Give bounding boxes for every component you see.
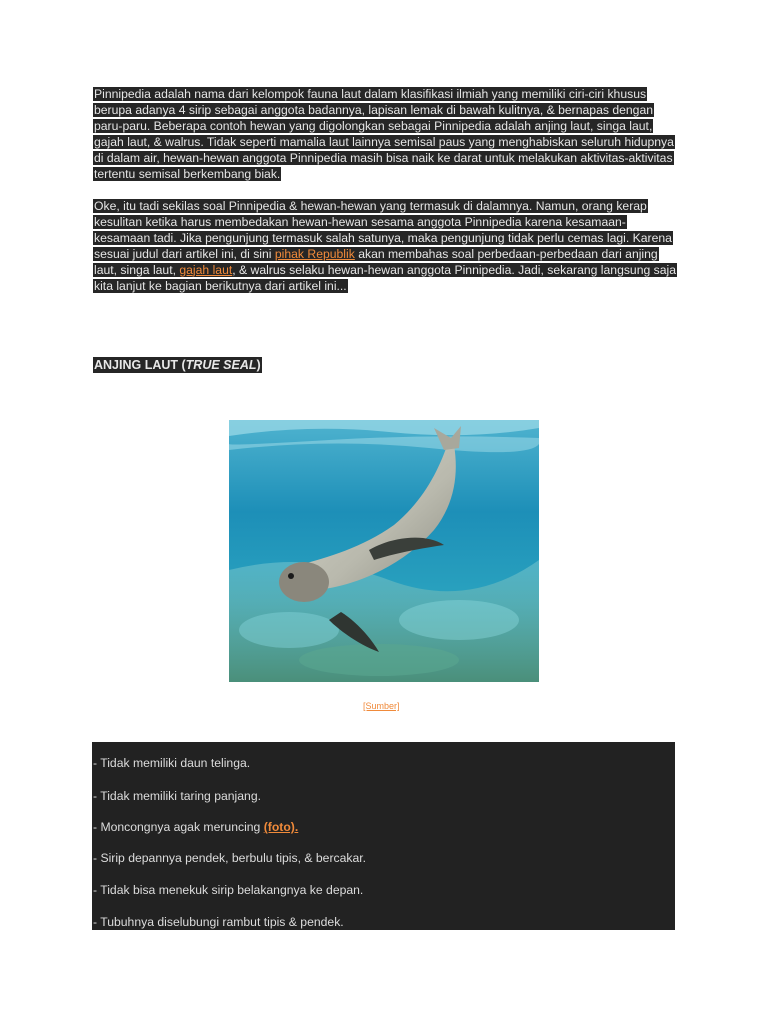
- intro-paragraph-2-text-a: Oke, itu tadi sekilas soal Pinnipedia & hewan-hewan yang termasuk di dalamnya. Namun, orang kerap kesulitan ketika harus membedakan hewan-hewan sesama anggota Pinnipedia karena kesamaan-kesamaan tadi. Jika pengunjung termasuk salah satunya, maka pengunjung tidak perlu cemas lagi. Karena sesuai judul dari artikel ini, di sini: [94, 199, 672, 261]
- feature-item: - Tidak memiliki daun telinga.: [93, 756, 251, 770]
- heading-italic-text: TRUE SEAL: [185, 358, 257, 372]
- intro-paragraph-1-text: Pinnipedia adalah nama dari kelompok fauna laut dalam klasifikasi ilmiah yang memiliki ciri-ciri khusus berupa adanya 4 sirip sebagai anggota badannya, lapisan lemak di bawah kulitnya, & bernapas dengan paru-paru. Beberapa contoh hewan yang digolongkan sebagai Pinnipedia adalah anjing laut, singa laut, gajah laut, & walrus. Tidak seperti mamalia laut lainnya semisal paus yang menghabiskan seluruh hidupnya di dalam air, hewan-hewan anggota Pinnipedia masih bisa naik ke darat untuk melakukan aktivitas-aktivitas tertentu semisal berkembang biak.: [94, 87, 674, 181]
- seal-photo: [229, 420, 539, 682]
- intro-paragraph-2: [93, 199, 678, 294]
- link-pihak-republik[interactable]: pihak Republik: [274, 246, 355, 261]
- feature-item: - Tubuhnya diselubungi rambut tipis & pendek.: [93, 915, 344, 929]
- intro-paragraph-1: [93, 87, 678, 182]
- intro-paragraph-2-text-b: akan membahas soal perbedaan-perbedaan dari anjing laut, singa laut,: [94, 246, 658, 277]
- feature-item: - Tidak memiliki taring panjang.: [93, 789, 261, 803]
- section-heading-anjing-laut: [93, 357, 262, 373]
- feature-item: - Sirip depannya pendek, berbulu tipis, & bercakar.: [93, 851, 367, 865]
- feature-item: [93, 820, 298, 834]
- link-foto[interactable]: (foto).: [263, 820, 299, 834]
- feature-item: - Tidak bisa menekuk sirip belakangnya ke depan.: [93, 883, 364, 897]
- heading-close-text: ): [256, 358, 261, 372]
- features-box: [92, 742, 675, 930]
- intro-paragraph-2-text-c: , & walrus selaku hewan-hewan anggota Pinnipedia. Jadi, sekarang langsung saja kita lanjut ke bagian berikutnya dari artikel ini...: [94, 262, 677, 293]
- feature-item-text: - Moncongnya agak meruncing: [93, 820, 264, 834]
- image-source-link[interactable]: [Sumber]: [363, 701, 400, 711]
- heading-main-text: ANJING LAUT (: [94, 358, 186, 372]
- link-gajah-laut[interactable]: gajah laut: [179, 262, 233, 277]
